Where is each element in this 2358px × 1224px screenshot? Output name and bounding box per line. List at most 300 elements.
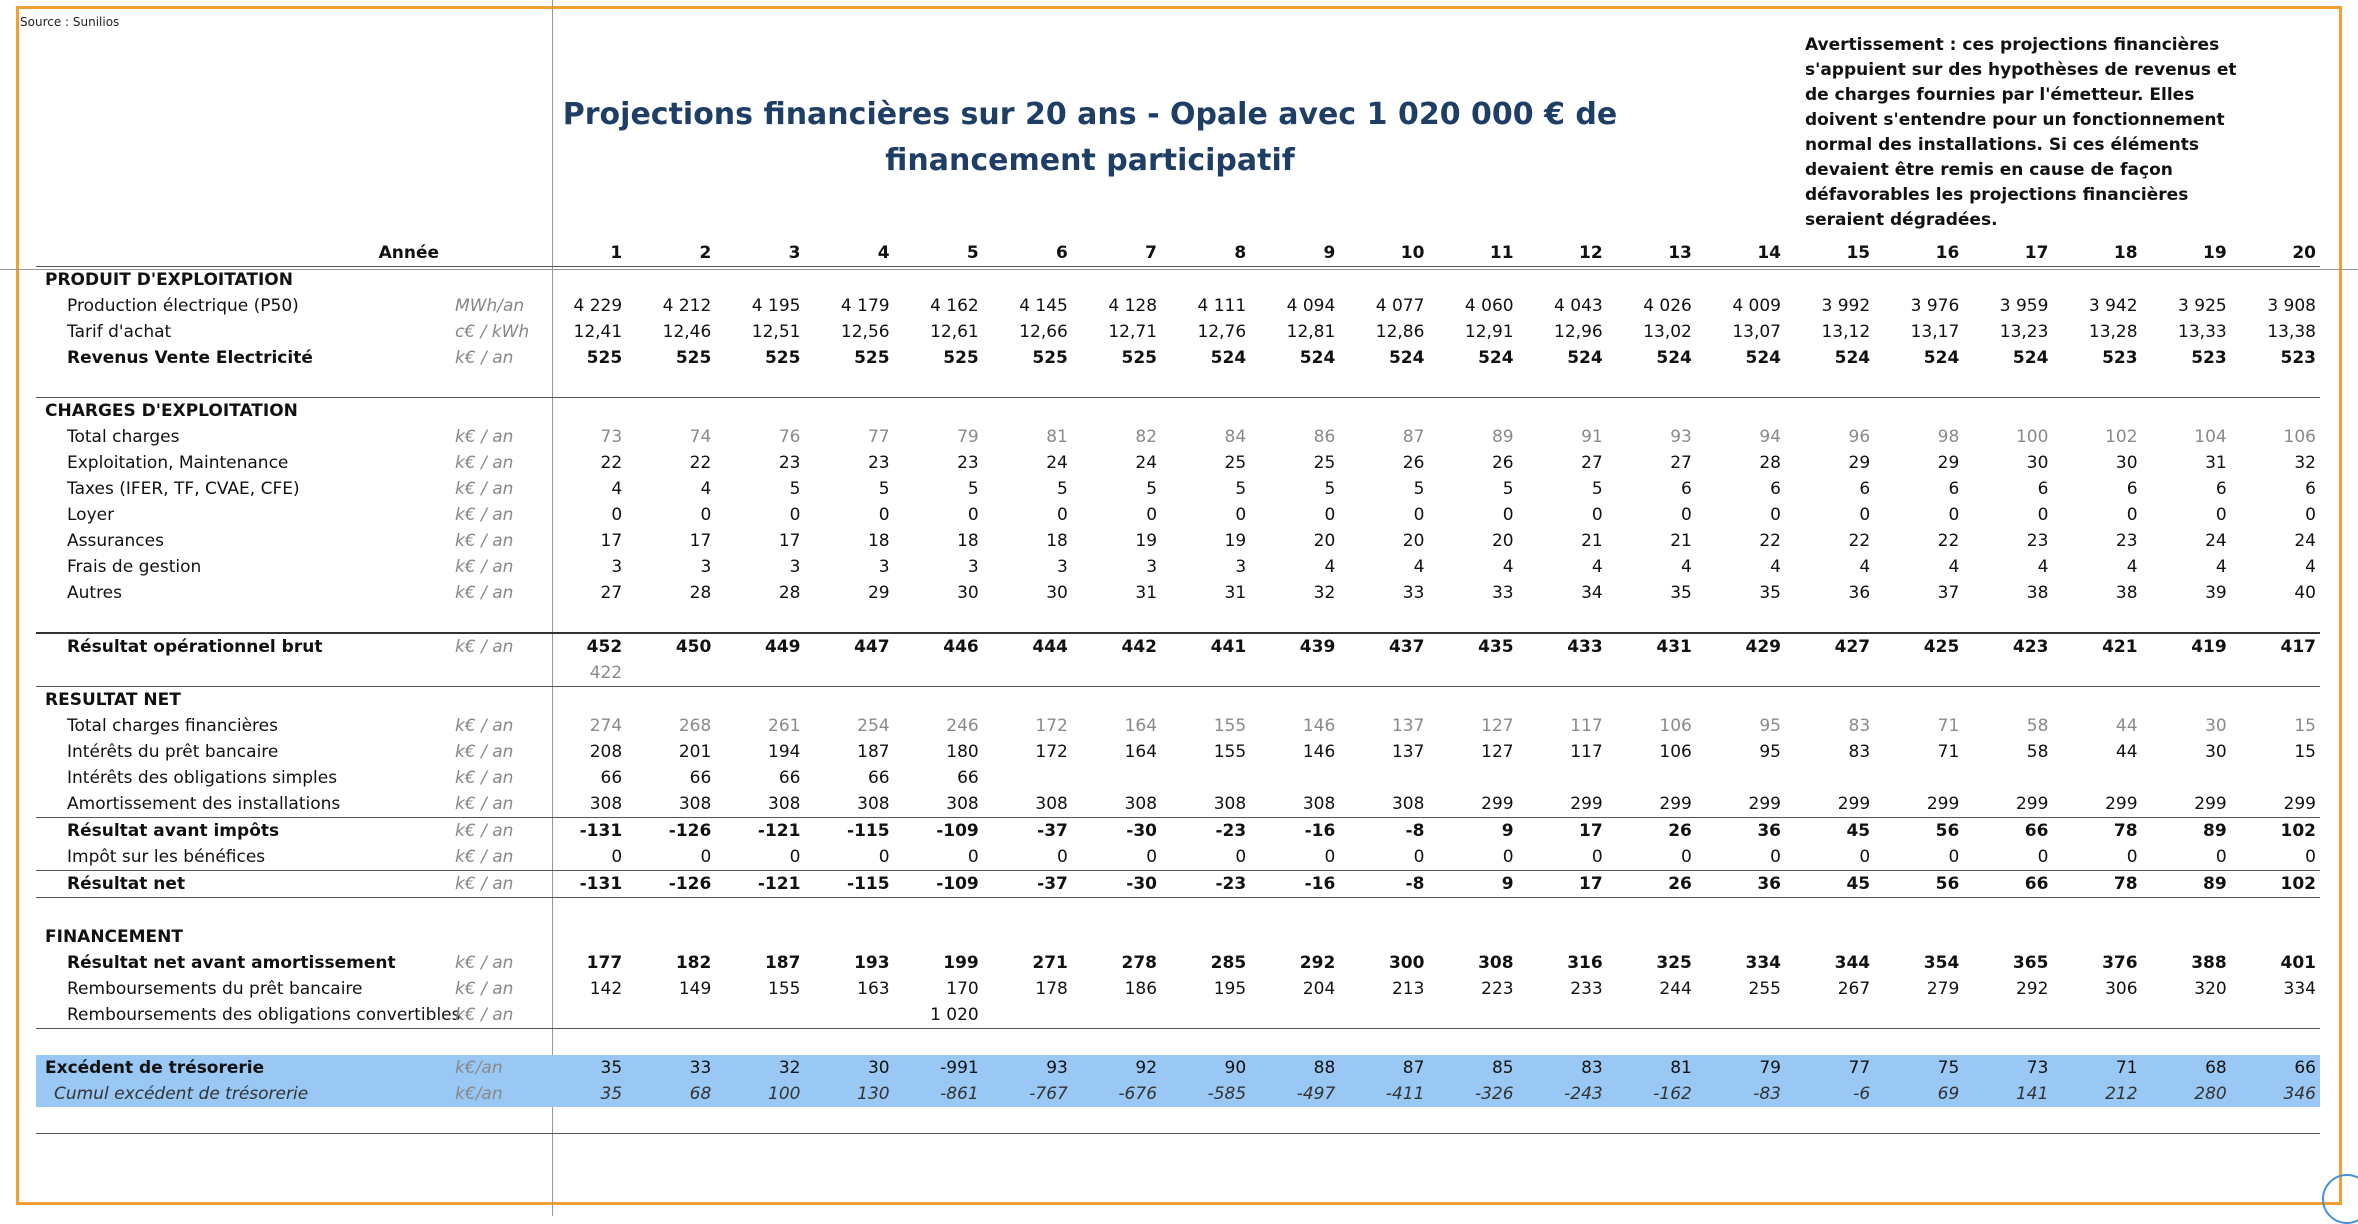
value-cell: 292	[1299, 953, 1336, 973]
value-cell: 344	[1834, 953, 1871, 973]
value-cell: 164	[1124, 742, 1158, 762]
row-unit: k€ / an	[455, 583, 514, 603]
value-cell: 9	[1428, 871, 1517, 898]
value-cell: 0	[1770, 505, 1781, 525]
value-cell: 3 925	[2178, 296, 2227, 316]
value-cell: 308	[894, 791, 983, 818]
value-cell: 30	[2115, 453, 2138, 473]
value-cell: -115	[804, 871, 893, 898]
year-cell: 3	[715, 240, 804, 267]
value-cell: 5	[1235, 479, 1247, 499]
value-cell: 268	[678, 716, 712, 736]
value-cell: 187	[857, 742, 890, 762]
value-cell: 142	[589, 979, 623, 999]
value-cell: 146	[1302, 742, 1336, 762]
value-cell: -23	[1161, 871, 1250, 898]
row-revenus	[36, 345, 2320, 371]
value-cell: 0	[983, 844, 1072, 871]
value-cell: 20	[1313, 531, 1336, 551]
row-label: Intérêts des obligations simples	[67, 768, 338, 788]
value-cell	[1607, 765, 1696, 791]
year-cell: 13	[1607, 240, 1696, 267]
value-cell: 38	[2026, 583, 2049, 603]
value-cell: 5	[1413, 479, 1425, 499]
value-cell: 25	[1224, 453, 1247, 473]
value-cell: 84	[1224, 427, 1247, 447]
value-cell: -37	[1037, 821, 1068, 841]
value-cell: 130	[804, 1081, 893, 1107]
value-cell	[1250, 765, 1339, 791]
value-cell: 22	[1848, 531, 1871, 551]
value-cell: 172	[1035, 716, 1068, 736]
section-title: CHARGES D'EXPLOITATION	[36, 398, 2320, 425]
year-cell: 8	[1161, 240, 1250, 267]
value-cell: 435	[1428, 633, 1517, 660]
value-cell: -121	[757, 821, 801, 841]
value-cell: 3 976	[1910, 296, 1960, 316]
value-cell: 22	[600, 453, 623, 473]
value-cell: 28	[689, 583, 712, 603]
row-amort	[36, 791, 2320, 818]
row-label: Exploitation, Maintenance	[67, 453, 289, 473]
value-cell: 81	[1046, 427, 1068, 447]
value-cell: 102	[2105, 427, 2138, 447]
year-cell: 19	[2142, 240, 2231, 267]
value-cell: -8	[1339, 871, 1428, 898]
value-cell: 3 992	[1821, 296, 1871, 316]
value-cell: 525	[854, 348, 890, 368]
value-cell: 308	[1250, 791, 1339, 818]
value-cell: 89	[2142, 871, 2231, 898]
value-cell	[715, 1002, 804, 1029]
value-cell: 279	[1926, 979, 1960, 999]
value-cell: 4	[1681, 557, 1692, 577]
value-cell: 20	[1402, 531, 1425, 551]
value-cell: 17	[1518, 871, 1607, 898]
row-unit: k€ / an	[455, 742, 514, 762]
value-cell: 25	[1313, 453, 1336, 473]
value-cell: 0	[804, 844, 893, 871]
value-cell: 68	[626, 1081, 715, 1107]
row-frais	[36, 554, 2320, 580]
row-int_obl	[36, 765, 2320, 791]
row-unit: k€ / an	[455, 716, 514, 736]
value-cell: 35	[1670, 583, 1692, 603]
section-title: PRODUIT D'EXPLOITATION	[45, 270, 293, 290]
value-cell	[2052, 1002, 2141, 1029]
value-cell: 5	[1057, 479, 1068, 499]
closing-cell	[36, 1107, 2320, 1134]
value-cell: 71	[2052, 1055, 2141, 1081]
section-financement	[36, 924, 2320, 950]
value-cell: 0	[894, 844, 983, 871]
value-cell: 155	[768, 979, 801, 999]
row-label: Remboursements des obligations convertibles	[36, 1002, 449, 1029]
value-cell: 34	[1581, 583, 1603, 603]
value-cell: 24	[2205, 531, 2227, 551]
value-cell: 127	[1481, 742, 1514, 762]
row-label: Loyer	[67, 505, 115, 525]
value-cell: 450	[626, 633, 715, 660]
value-cell: 280	[2142, 1081, 2231, 1107]
value-cell: 299	[1518, 791, 1607, 818]
value-cell: 9	[1501, 821, 1514, 841]
value-cell: 164	[1124, 716, 1158, 736]
value-cell: 83	[1848, 742, 1871, 762]
row-label: Assurances	[67, 531, 164, 551]
value-cell: 0	[2231, 844, 2320, 871]
note-value: 422	[589, 663, 623, 683]
value-cell: 30	[2205, 742, 2227, 762]
value-cell: 4 026	[1643, 296, 1692, 316]
value-cell: 31	[2205, 453, 2227, 473]
value-cell: 83	[1518, 1055, 1607, 1081]
value-cell: 0	[626, 844, 715, 871]
value-cell: 6	[2305, 479, 2316, 499]
value-cell: 87	[1402, 427, 1425, 447]
value-cell: 77	[867, 427, 890, 447]
value-cell: 4 060	[1464, 296, 1514, 316]
value-cell: 3	[1146, 557, 1158, 577]
value-cell: 12,76	[1197, 322, 1247, 342]
value-cell: -109	[894, 871, 983, 898]
value-cell: 0	[2305, 505, 2316, 525]
value-cell	[1428, 1002, 1517, 1029]
value-cell	[1250, 1002, 1339, 1029]
value-cell: -16	[1250, 871, 1339, 898]
note-row	[36, 660, 2320, 687]
value-cell: 30	[804, 1055, 893, 1081]
value-cell: -8	[1405, 821, 1425, 841]
value-cell: 4	[1413, 557, 1425, 577]
value-cell: 3	[700, 557, 712, 577]
value-cell: 523	[2191, 348, 2227, 368]
value-cell: 20	[1491, 531, 1514, 551]
row-unit: k€ / an	[455, 557, 514, 577]
value-cell: 401	[2280, 953, 2316, 973]
value-cell: 0	[1607, 844, 1696, 871]
row-unit: k€ / an	[449, 791, 537, 818]
value-cell: 0	[2052, 844, 2141, 871]
value-cell: 376	[2102, 953, 2138, 973]
value-cell: 523	[2102, 348, 2138, 368]
value-cell: 6	[1948, 479, 1960, 499]
value-cell: 26	[1402, 453, 1425, 473]
value-cell: 127	[1481, 716, 1514, 736]
value-cell: 37	[1937, 583, 1960, 603]
value-cell: 5	[1591, 479, 1603, 499]
value-cell: 452	[537, 633, 626, 660]
value-cell: 98	[1937, 427, 1960, 447]
value-cell: 524	[1745, 348, 1781, 368]
value-cell: 12,96	[1554, 322, 1603, 342]
value-cell: 3 942	[2088, 296, 2138, 316]
value-cell: 12,51	[751, 322, 801, 342]
value-cell: 71	[1937, 742, 1960, 762]
value-cell	[1072, 765, 1161, 791]
year-cell: 16	[1874, 240, 1963, 267]
value-cell: 4 145	[1019, 296, 1068, 316]
value-cell: 4 212	[662, 296, 712, 316]
row-unit: c€ / kWh	[455, 322, 530, 342]
value-cell: 23	[957, 453, 979, 473]
value-cell: 40	[2294, 583, 2316, 603]
value-cell: 30	[2205, 716, 2227, 736]
value-cell: 299	[1607, 791, 1696, 818]
value-cell: 56	[1935, 821, 1960, 841]
year-cell: 2	[626, 240, 715, 267]
value-cell: 102	[2231, 871, 2320, 898]
value-cell: 36	[1696, 871, 1785, 898]
value-cell: 33	[1402, 583, 1425, 603]
row-unit: k€/an	[449, 1081, 537, 1107]
row-rnaa	[36, 950, 2320, 976]
row-taxes	[36, 476, 2320, 502]
row-unit: k€ / an	[449, 633, 537, 660]
value-cell: 172	[1035, 742, 1068, 762]
value-cell: 0	[1518, 844, 1607, 871]
value-cell: 0	[1428, 844, 1517, 871]
value-cell: 22	[1937, 531, 1960, 551]
value-cell: 0	[2142, 844, 2231, 871]
value-cell: 524	[1923, 348, 1960, 368]
value-cell: 92	[1072, 1055, 1161, 1081]
row-loyer	[36, 502, 2320, 528]
value-cell: 100	[715, 1081, 804, 1107]
value-cell: 0	[1948, 505, 1960, 525]
row-unit: k€ / an	[449, 1002, 537, 1029]
value-cell: 36	[1757, 821, 1781, 841]
value-cell: 365	[2012, 953, 2049, 973]
value-cell: 58	[2026, 742, 2049, 762]
annee-label: Année	[36, 240, 449, 267]
value-cell: -109	[936, 821, 979, 841]
value-cell: 76	[778, 427, 801, 447]
value-cell: 30	[1046, 583, 1068, 603]
row-unit: k€ / an	[455, 531, 514, 551]
warning-note: Avertissement : ces projections financières s'appuient sur des hypothèses de revenus et de charges fournies par l'émetteur. Elles doivent s'entendre pour un fonctionnement normal des installations. Si ces éléments devaient être remis en cause de façon défavorables les projections financières seraient dégradées.	[1805, 35, 2237, 230]
value-cell: 278	[1121, 953, 1158, 973]
value-cell: 246	[946, 716, 979, 736]
value-cell: 0	[1146, 505, 1158, 525]
value-cell	[1607, 1002, 1696, 1029]
value-cell: 87	[1339, 1055, 1428, 1081]
value-cell: 39	[2205, 583, 2227, 603]
value-cell: 6	[1770, 479, 1781, 499]
value-cell: 32	[715, 1055, 804, 1081]
value-cell: -585	[1161, 1081, 1250, 1107]
value-cell: 22	[689, 453, 712, 473]
value-cell: 3	[878, 557, 890, 577]
row-unit: k€ / an	[455, 427, 514, 447]
spacer-cell	[36, 606, 2320, 633]
value-cell: 4 077	[1375, 296, 1425, 316]
value-cell: 83	[1848, 716, 1871, 736]
value-cell	[1874, 1002, 1963, 1029]
value-cell: 74	[689, 427, 712, 447]
value-cell: -131	[579, 821, 623, 841]
year-cell: 5	[894, 240, 983, 267]
year-cell: 6	[983, 240, 1072, 267]
value-cell: 100	[2015, 427, 2049, 447]
value-cell: 28	[778, 583, 801, 603]
value-cell: -326	[1428, 1081, 1517, 1107]
row-unit: k€ / an	[455, 821, 514, 841]
value-cell: 271	[1032, 953, 1068, 973]
value-cell: 3	[967, 557, 979, 577]
value-cell: 423	[1963, 633, 2052, 660]
value-cell: 308	[626, 791, 715, 818]
value-cell: 178	[1035, 979, 1068, 999]
value-cell: 22	[1759, 531, 1781, 551]
value-cell: 31	[1224, 583, 1247, 603]
value-cell: 525	[675, 348, 712, 368]
value-cell: 308	[804, 791, 893, 818]
value-cell: 0	[1591, 505, 1603, 525]
value-cell: 29	[867, 583, 890, 603]
value-cell	[1072, 1002, 1161, 1029]
value-cell: 208	[589, 742, 623, 762]
year-cell: 15	[1785, 240, 1874, 267]
section-title: RESULTAT NET	[36, 687, 2320, 714]
value-cell: 431	[1607, 633, 1696, 660]
value-cell: 524	[1478, 348, 1514, 368]
value-cell: 95	[1759, 742, 1781, 762]
value-cell	[2142, 1002, 2231, 1029]
value-cell: 66	[1963, 871, 2052, 898]
value-cell: 4	[1591, 557, 1603, 577]
value-cell: 12,61	[930, 322, 979, 342]
value-cell: 0	[2126, 505, 2138, 525]
value-cell: 6	[2215, 479, 2227, 499]
value-cell: 346	[2231, 1081, 2320, 1107]
value-cell: 427	[1785, 633, 1874, 660]
value-cell: 195	[1213, 979, 1247, 999]
value-cell: -676	[1072, 1081, 1161, 1107]
value-cell	[2231, 1002, 2320, 1029]
value-cell	[1963, 765, 2052, 791]
row-label: Résultat avant impôts	[67, 821, 280, 841]
value-cell: 439	[1250, 633, 1339, 660]
row-label: Cumul excédent de trésorerie	[36, 1081, 449, 1107]
row-total_fin	[36, 713, 2320, 739]
row-unit: k€ / an	[449, 871, 537, 898]
value-cell: 0	[700, 505, 712, 525]
value-cell: 182	[675, 953, 712, 973]
value-cell: 137	[1391, 716, 1425, 736]
value-cell: 4	[700, 479, 712, 499]
value-cell: 3	[611, 557, 623, 577]
value-cell: 94	[1759, 427, 1781, 447]
source-note: Source : Sunilios	[20, 15, 120, 29]
value-cell: 155	[1213, 742, 1247, 762]
value-cell: 73	[1963, 1055, 2052, 1081]
value-cell: 177	[586, 953, 623, 973]
value-cell: 292	[2015, 979, 2049, 999]
value-cell	[1161, 765, 1250, 791]
row-rob	[36, 633, 2320, 660]
value-cell: 525	[1121, 348, 1158, 368]
year-cell: 4	[804, 240, 893, 267]
spacer-row	[36, 371, 2320, 398]
value-cell: 26	[1668, 821, 1692, 841]
value-cell: 102	[2280, 821, 2316, 841]
value-cell: -6	[1785, 1081, 1874, 1107]
note-spacer	[36, 660, 537, 687]
row-unit: k€ / an	[455, 953, 514, 973]
row-unit: k€ / an	[455, 453, 514, 473]
value-cell: 24	[1046, 453, 1068, 473]
year-cell: 12	[1518, 240, 1607, 267]
value-cell: 6	[1859, 479, 1871, 499]
value-cell: 155	[1213, 716, 1247, 736]
value-cell: 27	[1581, 453, 1603, 473]
value-cell: 19	[1135, 531, 1158, 551]
value-cell: 449	[715, 633, 804, 660]
value-cell: 12,66	[1019, 322, 1068, 342]
value-cell: 4	[1948, 557, 1960, 577]
value-cell: 6	[1681, 479, 1692, 499]
value-cell: 0	[1324, 505, 1336, 525]
value-cell: 0	[1859, 505, 1871, 525]
value-cell: 93	[983, 1055, 1072, 1081]
value-cell: 0	[1339, 844, 1428, 871]
value-cell: 86	[1313, 427, 1336, 447]
value-cell: 525	[1032, 348, 1068, 368]
value-cell: 21	[1581, 531, 1603, 551]
value-cell: 267	[1837, 979, 1871, 999]
value-cell: 334	[1745, 953, 1781, 973]
value-cell: 320	[2194, 979, 2227, 999]
row-label: Autres	[67, 583, 123, 603]
value-cell: 82	[1135, 427, 1158, 447]
row-label: Total charges	[67, 427, 180, 447]
value-cell	[2231, 765, 2320, 791]
row-total_charges	[36, 424, 2320, 450]
value-cell: 3	[1235, 557, 1247, 577]
section-title: FINANCEMENT	[45, 927, 183, 947]
value-cell: 35	[537, 1055, 626, 1081]
row-production	[36, 293, 2320, 319]
value-cell: -115	[847, 821, 890, 841]
value-cell: 0	[1413, 505, 1425, 525]
value-cell: 316	[1567, 953, 1603, 973]
value-cell: 308	[1161, 791, 1250, 818]
row-int_pret	[36, 739, 2320, 765]
value-cell: 32	[1313, 583, 1336, 603]
value-cell: 446	[894, 633, 983, 660]
value-cell: 525	[764, 348, 801, 368]
row-tarif	[36, 319, 2320, 345]
value-cell	[626, 1002, 715, 1029]
value-cell: 13,17	[1910, 322, 1960, 342]
value-cell: 44	[2115, 742, 2138, 762]
row-label: Frais de gestion	[67, 557, 202, 577]
value-cell: 441	[1161, 633, 1250, 660]
value-cell: 12,46	[662, 322, 712, 342]
value-cell: 66	[689, 768, 712, 788]
value-cell: 419	[2142, 633, 2231, 660]
value-cell: 6	[2037, 479, 2049, 499]
row-label: Excédent de trésorerie	[36, 1055, 449, 1081]
value-cell: 15	[2294, 742, 2316, 762]
value-cell: 96	[1848, 427, 1871, 447]
row-label: Résultat net avant amortissement	[67, 953, 396, 973]
value-cell: 274	[589, 716, 623, 736]
value-cell: 212	[2052, 1081, 2141, 1107]
value-cell: 28	[1759, 453, 1781, 473]
year-cell: 18	[2052, 240, 2141, 267]
